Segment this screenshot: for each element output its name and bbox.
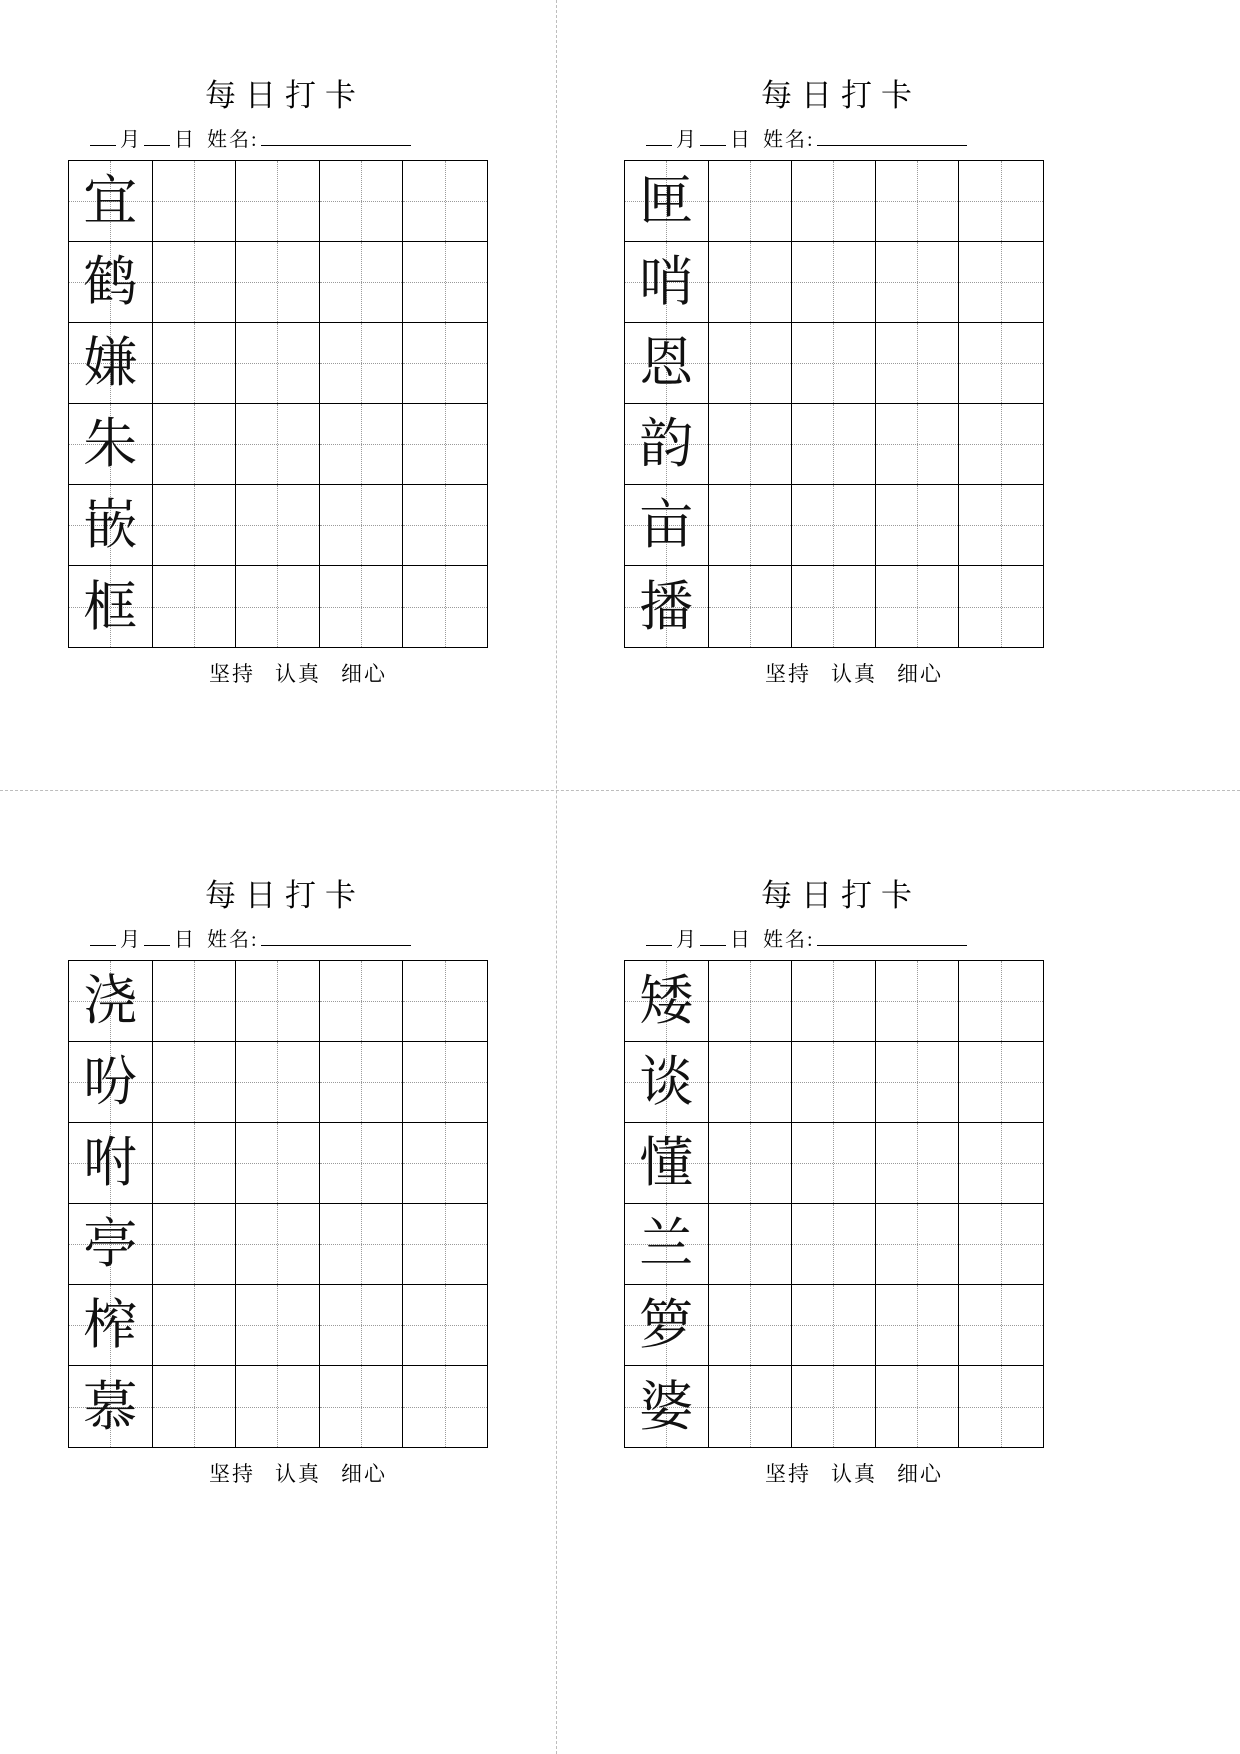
practice-card <box>0 790 556 1754</box>
grid-cell-blank[interactable] <box>236 1123 320 1204</box>
grid-cell-blank[interactable] <box>236 961 320 1042</box>
name-label: 姓名: <box>207 129 259 151</box>
month-label: 月 <box>120 929 142 951</box>
day-blank[interactable] <box>700 945 726 946</box>
grid-cell-blank[interactable] <box>876 323 960 404</box>
grid-cell-blank[interactable] <box>876 242 960 323</box>
grid-cell-blank[interactable] <box>959 1366 1043 1447</box>
practice-grid <box>624 160 1044 648</box>
grid-cell-character[interactable] <box>69 1204 153 1285</box>
date-name-line <box>68 923 488 952</box>
name-label: 姓名: <box>763 129 815 151</box>
grid-cell-blank[interactable] <box>709 485 793 566</box>
grid-cell-blank[interactable] <box>153 961 237 1042</box>
day-blank[interactable] <box>144 945 170 946</box>
page-title: 每日打卡 <box>761 78 921 113</box>
grid-cell-character[interactable] <box>625 1042 709 1123</box>
grid-cell-blank[interactable] <box>792 1366 876 1447</box>
character-glyph: 播 <box>639 576 694 637</box>
grid-cell-blank[interactable] <box>792 323 876 404</box>
character-glyph: 箩 <box>639 1295 694 1355</box>
grid-cell-blank[interactable] <box>153 566 237 647</box>
grid-cell-blank[interactable] <box>709 404 793 485</box>
grid-cell-blank[interactable] <box>709 961 793 1042</box>
grid-cell-blank[interactable] <box>959 242 1043 323</box>
grid-cell-blank[interactable] <box>153 1123 237 1204</box>
grid-cell-blank[interactable] <box>403 566 487 647</box>
motto-word-1: 坚持 <box>765 662 811 686</box>
grid-cell-blank[interactable] <box>320 161 404 242</box>
grid-cell-blank[interactable] <box>876 566 960 647</box>
grid-cell-blank[interactable] <box>320 1042 404 1123</box>
character-glyph: 兰 <box>639 1214 694 1274</box>
grid-cell-blank[interactable] <box>153 1204 237 1285</box>
character-glyph: 亩 <box>639 495 694 555</box>
character-glyph: 谈 <box>639 1052 694 1112</box>
grid-cell-blank[interactable] <box>153 1042 237 1123</box>
grid-cell-character[interactable] <box>625 1366 709 1447</box>
month-blank[interactable] <box>646 945 672 946</box>
name-blank[interactable] <box>817 945 967 946</box>
grid-cell-blank[interactable] <box>320 1285 404 1366</box>
grid-cell-blank[interactable] <box>153 485 237 566</box>
practice-card <box>556 0 1240 790</box>
grid-cell-blank[interactable] <box>709 1042 793 1123</box>
grid-cell-blank[interactable] <box>320 1123 404 1204</box>
page-title: 每日打卡 <box>205 78 365 113</box>
grid-cell-blank[interactable] <box>403 1123 487 1204</box>
grid-cell-character[interactable] <box>69 1123 153 1204</box>
grid-cell-blank[interactable] <box>153 242 237 323</box>
date-name-line <box>624 123 1044 152</box>
grid-cell-blank[interactable] <box>320 566 404 647</box>
grid-cell-blank[interactable] <box>876 961 960 1042</box>
page-title: 每日打卡 <box>761 878 921 913</box>
grid-cell-blank[interactable] <box>792 961 876 1042</box>
character-glyph: 矮 <box>639 971 694 1031</box>
day-label: 日 <box>174 129 196 151</box>
grid-cell-blank[interactable] <box>403 1042 487 1123</box>
grid-cell-blank[interactable] <box>876 1366 960 1447</box>
character-glyph: 亭 <box>83 1214 138 1274</box>
motto-word-3: 细心 <box>897 662 943 686</box>
grid-cell-blank[interactable] <box>959 323 1043 404</box>
name-blank[interactable] <box>261 945 411 946</box>
motto-footer <box>624 1458 1044 1488</box>
motto-word-1: 坚持 <box>209 662 255 686</box>
grid-cell-blank[interactable] <box>236 242 320 323</box>
grid-cell-blank[interactable] <box>876 1204 960 1285</box>
grid-cell-blank[interactable] <box>153 1285 237 1366</box>
grid-cell-blank[interactable] <box>709 161 793 242</box>
motto-footer <box>624 658 1044 688</box>
grid-cell-character[interactable] <box>625 161 709 242</box>
grid-cell-blank[interactable] <box>236 161 320 242</box>
name-label: 姓名: <box>763 929 815 951</box>
practice-grid <box>68 960 488 1448</box>
grid-cell-blank[interactable] <box>320 404 404 485</box>
grid-cell-blank[interactable] <box>959 161 1043 242</box>
grid-cell-blank[interactable] <box>959 485 1043 566</box>
motto-word-3: 细心 <box>897 1462 943 1486</box>
grid-cell-character[interactable] <box>69 1285 153 1366</box>
day-label: 日 <box>730 929 752 951</box>
grid-cell-blank[interactable] <box>959 961 1043 1042</box>
grid-cell-blank[interactable] <box>959 1204 1043 1285</box>
grid-cell-blank[interactable] <box>320 1204 404 1285</box>
grid-cell-blank[interactable] <box>236 1204 320 1285</box>
grid-cell-blank[interactable] <box>236 1366 320 1447</box>
grid-cell-character[interactable] <box>69 404 153 485</box>
grid-cell-character[interactable] <box>625 404 709 485</box>
grid-cell-character[interactable] <box>625 323 709 404</box>
month-blank[interactable] <box>646 145 672 146</box>
practice-card <box>0 0 556 790</box>
grid-cell-blank[interactable] <box>403 1285 487 1366</box>
practice-card <box>556 790 1240 1754</box>
motto-word-1: 坚持 <box>765 1462 811 1486</box>
motto-word-2: 认真 <box>831 662 877 686</box>
character-glyph: 哨 <box>639 252 694 312</box>
grid-cell-character[interactable] <box>69 485 153 566</box>
character-glyph: 匣 <box>639 171 694 231</box>
grid-cell-blank[interactable] <box>153 404 237 485</box>
page-title: 每日打卡 <box>205 878 365 913</box>
grid-cell-blank[interactable] <box>876 1042 960 1123</box>
grid-cell-blank[interactable] <box>236 1042 320 1123</box>
grid-cell-blank[interactable] <box>792 566 876 647</box>
name-blank[interactable] <box>817 145 967 146</box>
grid-cell-blank[interactable] <box>709 1285 793 1366</box>
grid-cell-blank[interactable] <box>403 1366 487 1447</box>
grid-cell-blank[interactable] <box>153 161 237 242</box>
name-label: 姓名: <box>207 929 259 951</box>
practice-grid <box>624 960 1044 1448</box>
day-blank[interactable] <box>144 145 170 146</box>
motto-footer <box>68 658 488 688</box>
motto-word-1: 坚持 <box>209 1462 255 1486</box>
grid-cell-blank[interactable] <box>236 1285 320 1366</box>
name-blank[interactable] <box>261 145 411 146</box>
grid-cell-blank[interactable] <box>320 1366 404 1447</box>
grid-cell-blank[interactable] <box>792 1285 876 1366</box>
character-glyph: 朱 <box>83 414 138 474</box>
grid-cell-blank[interactable] <box>320 961 404 1042</box>
grid-cell-blank[interactable] <box>153 323 237 404</box>
character-glyph: 懂 <box>639 1133 694 1193</box>
motto-word-2: 认真 <box>275 662 321 686</box>
date-name-line <box>68 123 488 152</box>
grid-cell-blank[interactable] <box>792 1042 876 1123</box>
grid-cell-character[interactable] <box>625 566 709 647</box>
grid-cell-blank[interactable] <box>709 566 793 647</box>
character-glyph: 鹤 <box>83 252 138 312</box>
grid-cell-blank[interactable] <box>709 1366 793 1447</box>
grid-cell-character[interactable] <box>625 1204 709 1285</box>
grid-cell-blank[interactable] <box>792 1204 876 1285</box>
grid-cell-blank[interactable] <box>959 1285 1043 1366</box>
month-label: 月 <box>120 129 142 151</box>
grid-cell-blank[interactable] <box>403 242 487 323</box>
month-label: 月 <box>676 929 698 951</box>
character-glyph: 榨 <box>83 1295 138 1355</box>
grid-cell-blank[interactable] <box>959 404 1043 485</box>
grid-cell-blank[interactable] <box>403 404 487 485</box>
grid-cell-blank[interactable] <box>792 404 876 485</box>
grid-cell-blank[interactable] <box>959 1123 1043 1204</box>
grid-cell-blank[interactable] <box>320 242 404 323</box>
grid-cell-blank[interactable] <box>709 323 793 404</box>
character-glyph: 嵌 <box>83 495 138 555</box>
motto-word-3: 细心 <box>341 1462 387 1486</box>
day-label: 日 <box>174 929 196 951</box>
grid-cell-blank[interactable] <box>403 961 487 1042</box>
grid-cell-character[interactable] <box>625 1123 709 1204</box>
grid-cell-blank[interactable] <box>792 242 876 323</box>
grid-cell-blank[interactable] <box>403 323 487 404</box>
grid-cell-character[interactable] <box>69 242 153 323</box>
grid-cell-blank[interactable] <box>792 485 876 566</box>
grid-cell-blank[interactable] <box>876 1285 960 1366</box>
day-label: 日 <box>730 129 752 151</box>
practice-grid <box>68 160 488 648</box>
grid-cell-blank[interactable] <box>876 161 960 242</box>
grid-cell-blank[interactable] <box>876 1123 960 1204</box>
date-name-line <box>624 923 1044 952</box>
character-glyph: 慕 <box>83 1376 138 1437</box>
character-glyph: 宜 <box>83 171 138 231</box>
motto-footer <box>68 1458 488 1488</box>
grid-cell-character[interactable] <box>69 566 153 647</box>
grid-cell-blank[interactable] <box>320 323 404 404</box>
grid-cell-blank[interactable] <box>876 404 960 485</box>
grid-cell-character[interactable] <box>625 485 709 566</box>
grid-cell-blank[interactable] <box>709 242 793 323</box>
grid-cell-character[interactable] <box>69 1366 153 1447</box>
character-glyph: 框 <box>83 576 138 637</box>
grid-cell-blank[interactable] <box>403 485 487 566</box>
grid-cell-blank[interactable] <box>403 1204 487 1285</box>
grid-cell-blank[interactable] <box>792 1123 876 1204</box>
grid-cell-blank[interactable] <box>709 1204 793 1285</box>
motto-word-2: 认真 <box>275 1462 321 1486</box>
grid-cell-blank[interactable] <box>236 323 320 404</box>
grid-cell-blank[interactable] <box>320 485 404 566</box>
grid-cell-blank[interactable] <box>876 485 960 566</box>
character-glyph: 恩 <box>639 333 694 393</box>
grid-cell-character[interactable] <box>69 961 153 1042</box>
grid-cell-blank[interactable] <box>403 161 487 242</box>
character-glyph: 咐 <box>83 1133 138 1193</box>
character-glyph: 吩 <box>83 1052 138 1112</box>
grid-cell-character[interactable] <box>69 1042 153 1123</box>
motto-word-2: 认真 <box>831 1462 877 1486</box>
day-blank[interactable] <box>700 145 726 146</box>
grid-cell-blank[interactable] <box>959 1042 1043 1123</box>
grid-cell-character[interactable] <box>69 161 153 242</box>
month-blank[interactable] <box>90 145 116 146</box>
grid-cell-blank[interactable] <box>792 161 876 242</box>
month-label: 月 <box>676 129 698 151</box>
character-glyph: 韵 <box>639 414 694 474</box>
grid-cell-blank[interactable] <box>959 566 1043 647</box>
grid-cell-blank[interactable] <box>236 566 320 647</box>
grid-cell-blank[interactable] <box>153 1366 237 1447</box>
grid-cell-blank[interactable] <box>709 1123 793 1204</box>
character-glyph: 婆 <box>639 1376 694 1437</box>
grid-cell-blank[interactable] <box>236 404 320 485</box>
grid-cell-character[interactable] <box>625 961 709 1042</box>
grid-cell-character[interactable] <box>625 1285 709 1366</box>
character-glyph: 浇 <box>83 971 138 1031</box>
character-glyph: 嫌 <box>83 333 138 393</box>
grid-cell-character[interactable] <box>625 242 709 323</box>
motto-word-3: 细心 <box>341 662 387 686</box>
grid-cell-character[interactable] <box>69 323 153 404</box>
month-blank[interactable] <box>90 945 116 946</box>
grid-cell-blank[interactable] <box>236 485 320 566</box>
